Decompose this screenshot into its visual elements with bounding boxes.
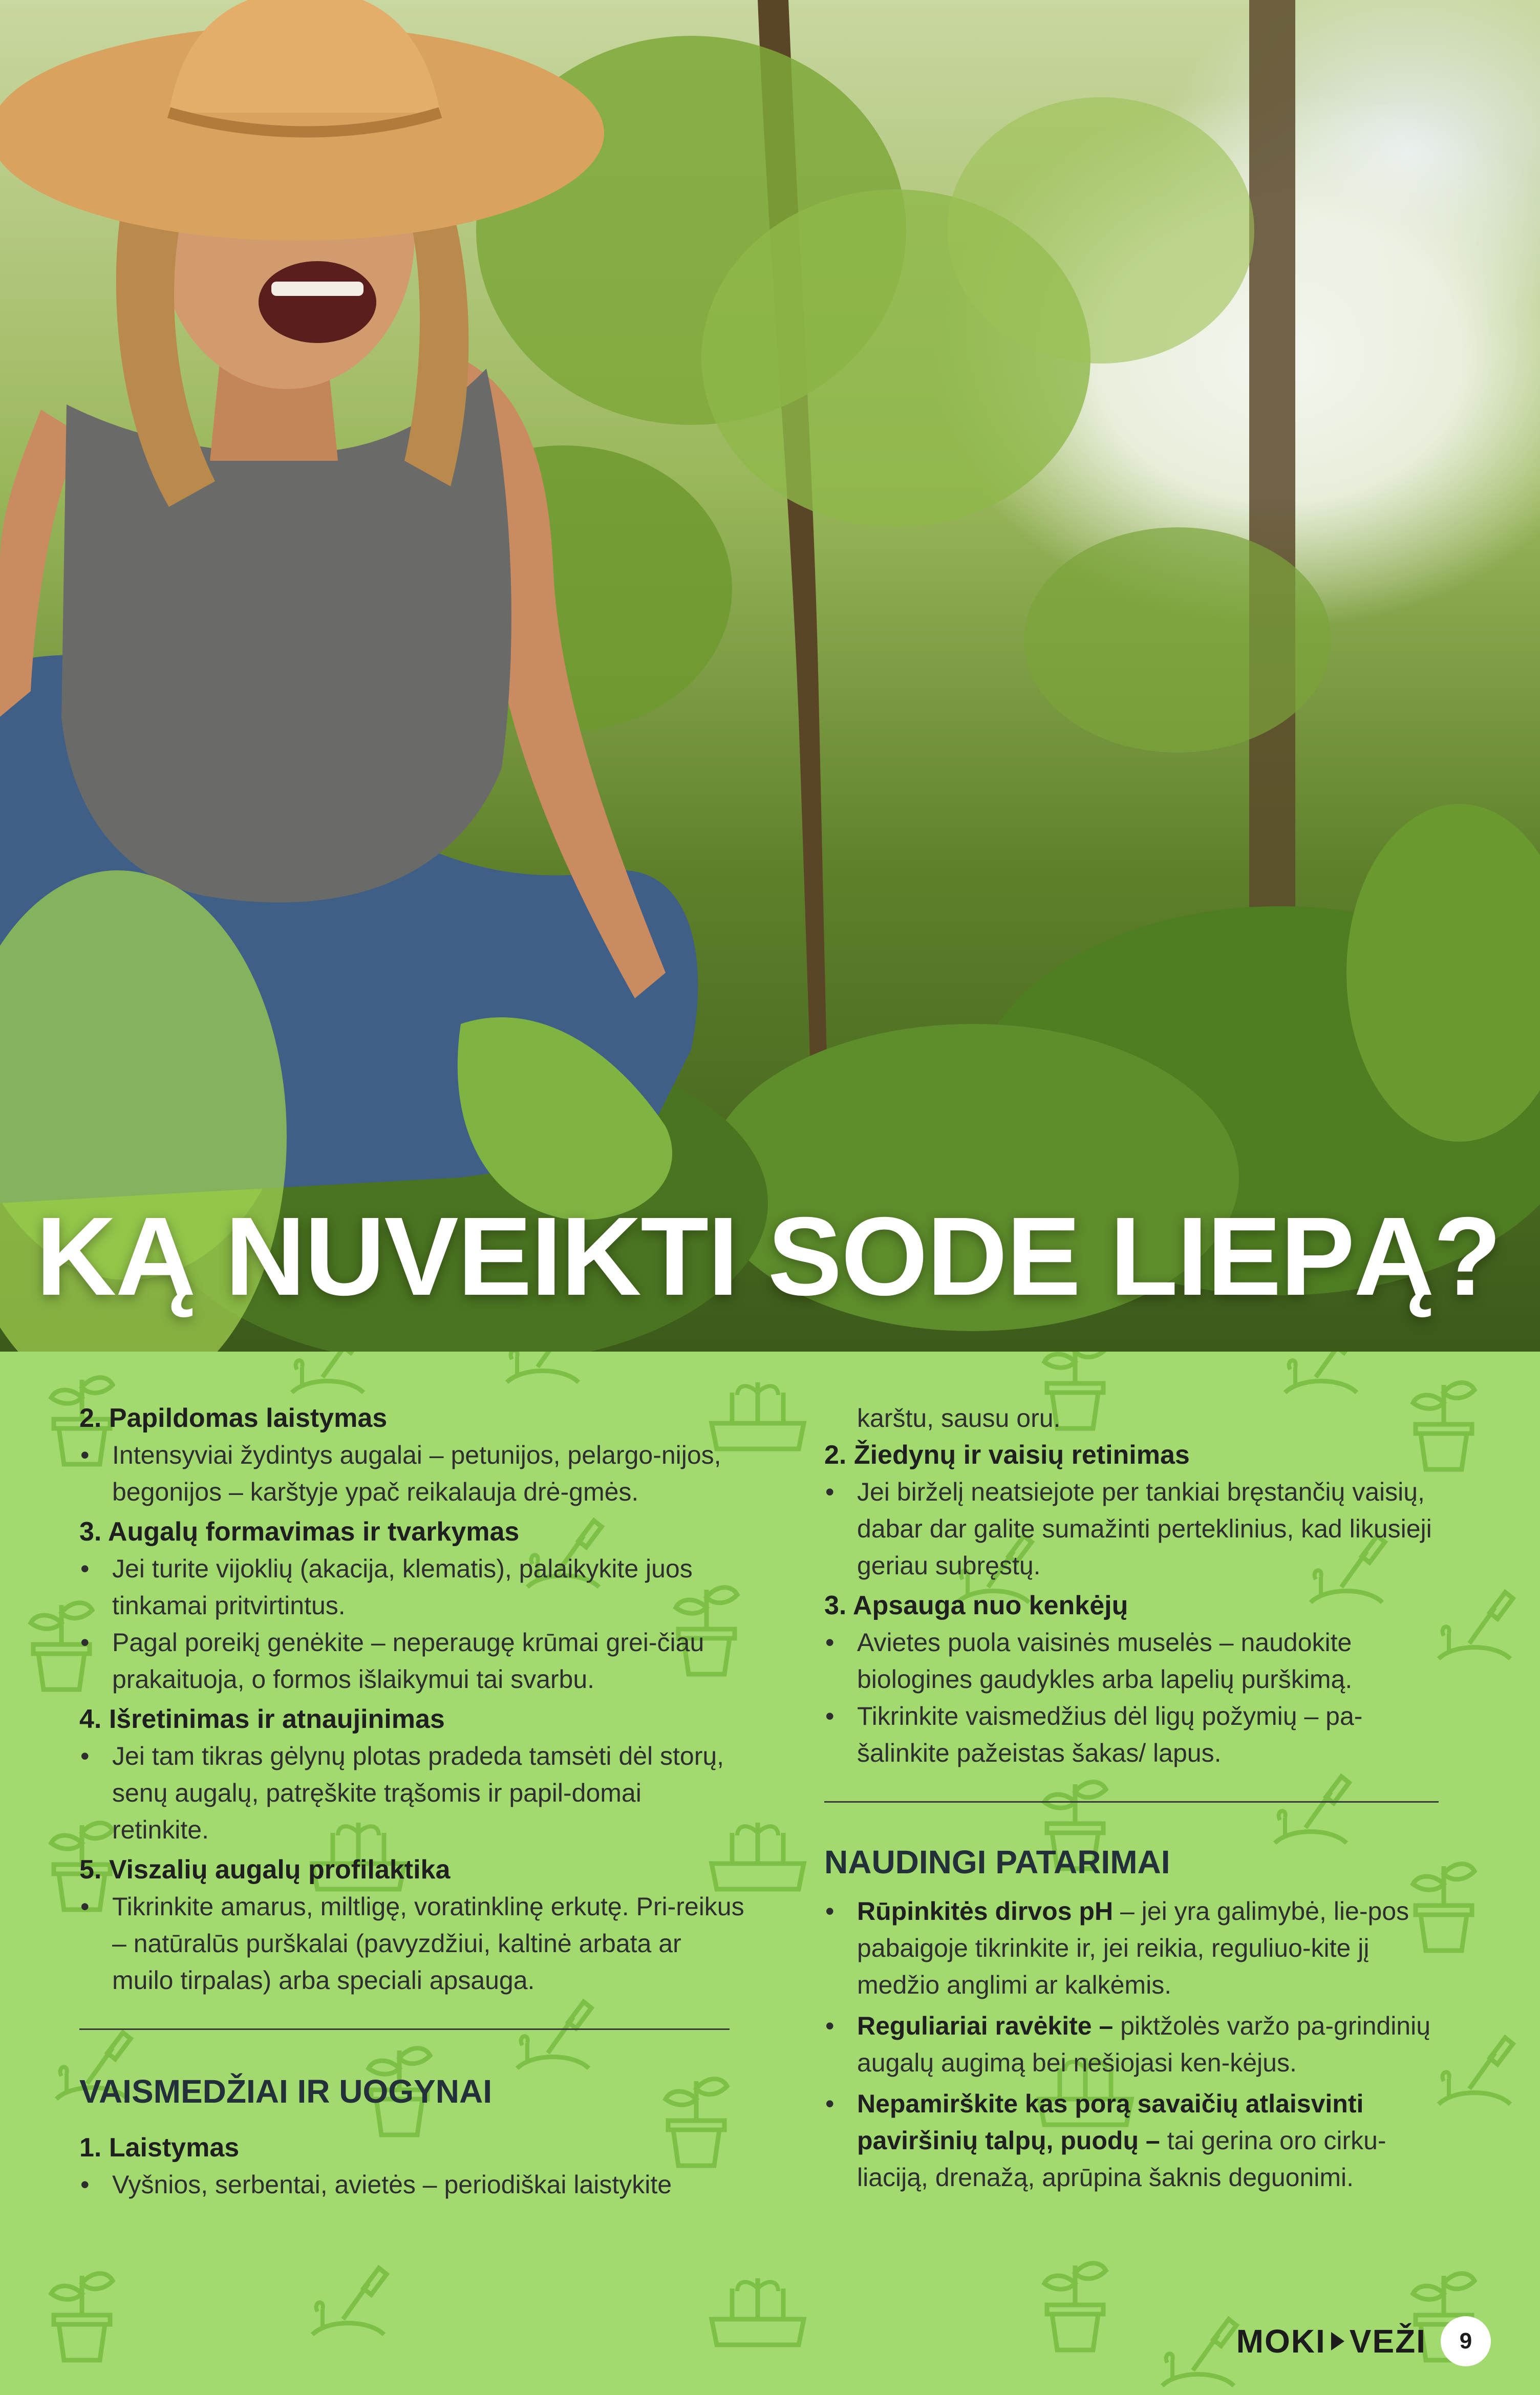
list-item: • Vyšnios, serbentai, avietės – periodiškai laistykite — [80, 2170, 672, 2199]
list-item: • Tikrinkite amarus, miltligę, voratinklinę erkutę. Pri-reikus – natūralūs purškalai (pavyzdžiui, kaltinė arbata ar muilo tirpalas) arba speciali apsauga. — [80, 1892, 744, 1995]
list-item: • Pagal poreikį genėkite – neperaugę krūmai grei-čiau prakaituoja, o formos išlaikymui tai svarbu. — [80, 1628, 704, 1694]
page-footer — [1236, 2316, 1491, 2366]
list-item: • Intensyviai žydintys augalai – petunijos, pelargo-nijos, begonijos – karštyje ypač reikalauja drė-gmės. — [80, 1441, 721, 1506]
heading-pest-protection: 3. Apsauga nuo kenkėjų — [824, 1591, 1128, 1620]
heading-additional-watering: 2. Papildomas laistymas — [79, 1403, 388, 1433]
divider — [79, 2028, 730, 2030]
arrow-right-icon — [1331, 2332, 1344, 2350]
heading-watering: 1. Laistymas — [79, 2133, 240, 2163]
brand-logo-left: MOKI — [1236, 2323, 1326, 2360]
list-item: • Jei tam tikras gėlynų plotas pradeda tamsėti dėl storų, senų augalų, patręškite trąšomis ir papil-domai retinkite. — [80, 1742, 724, 1844]
list-item: • Jei birželį neatsiejote per tankiai bręstančių vaisių, dabar dar galite sumažinti perteklinius, kad likusieji geriau subręstų. — [825, 1478, 1432, 1580]
divider — [824, 1801, 1439, 1803]
brand-logo — [1236, 2322, 1426, 2360]
continuation-text: karštu, sausu oru. — [857, 1404, 1061, 1432]
list-item: • Tikrinkite vaismedžius dėl ligų požymių – pa-šalinkite pažeistas šakas/ lapus. — [825, 1702, 1363, 1767]
content-panel — [0, 1352, 1540, 2395]
page-title: KĄ NUVEIKTI SODE LIEPĄ? — [36, 1194, 1501, 1319]
list-item: • Jei turite vijoklių (akacija, klematis), palaikykite juos tinkamai pritvirtintus. — [80, 1554, 693, 1620]
heading-thinning: 4. Išretinimas ir atnaujinimas — [79, 1704, 445, 1734]
left-column — [79, 1400, 745, 2203]
tip-item: • Nepamirškite kas porą savaičių atlaisvinti paviršinių talpų, puodų – tai gerina oro cirku-liaciją, drenažą, aprūpina šaknis deguonimi. — [825, 2089, 1386, 2192]
heading-plant-shaping: 3. Augalų formavimas ir tvarkymas — [79, 1517, 520, 1547]
section-title-tips: NAUDINGI PATARIMAI — [824, 1844, 1170, 1880]
section-title-orchards: VAISMEDŽIAI IR UOGYNAI — [79, 2073, 492, 2110]
tip-item: • Rūpinkitės dirvos pH – jei yra galimybė, lie-pos pabaigoje tikrinkite ir, jei reikia, reguliuo-kite jį medžio anglimi ar kalkėmis. — [825, 1897, 1409, 1999]
right-column — [824, 1400, 1444, 2196]
tip-item: • Reguliariai ravėkite – piktžolės varžo pa-grindinių augalų augimą bei nešiojasi ken-kėjus. — [825, 2012, 1431, 2077]
brand-logo-right: VEŽI — [1349, 2323, 1426, 2360]
list-item: • Avietes puola vaisinės muselės – naudokite biologines gaudykles arba lapelių purškimą. — [825, 1628, 1353, 1694]
page-number: 9 — [1441, 2316, 1491, 2366]
heading-evergreen-prevention: 5. Viszalių augalų profilaktika — [79, 1855, 451, 1885]
heading-thinning-fruit: 2. Žiedynų ir vaisių retinimas — [824, 1440, 1190, 1470]
